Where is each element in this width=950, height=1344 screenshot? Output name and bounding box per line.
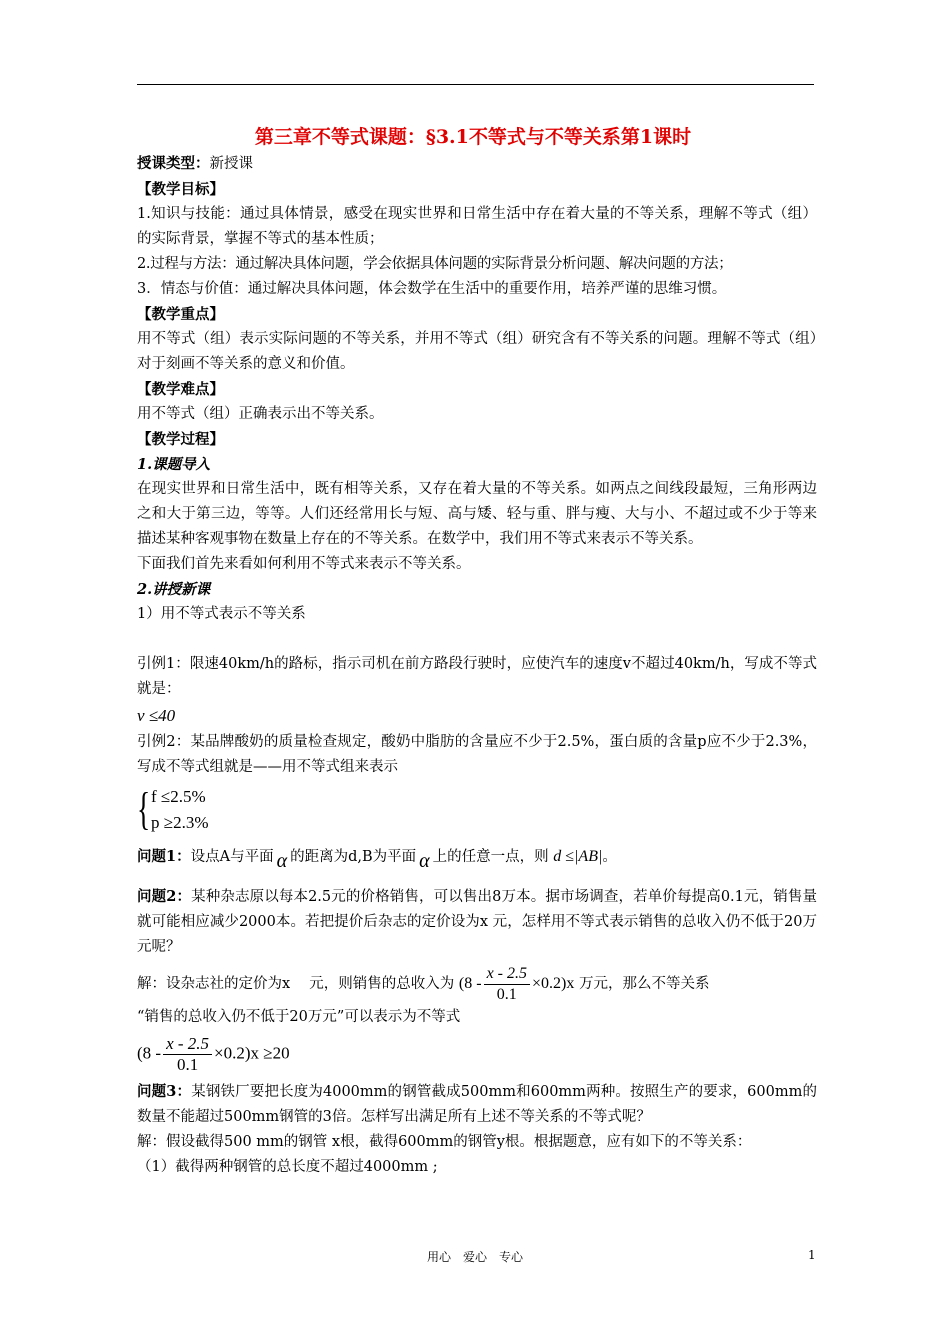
page-number: 1 (808, 1248, 816, 1262)
q2-label: 问题2： (137, 888, 192, 905)
example1-text: 引例1：限速40km/h的路标，指示司机在前方路段行驶时，应使汽车的速度v不超过40km/h，写成不等式就是： (137, 656, 817, 697)
key-heading: 【教学重点】 (137, 306, 224, 323)
expr-prefix: (8 - (458, 975, 482, 993)
question3 (137, 1079, 817, 1130)
expr-suffix: ×0.2)x (532, 975, 575, 993)
inequality-system (137, 784, 817, 836)
goal-item: 2.过程与方法：通过解决具体问题，学会依据具体问题的实际背景分析问题、解决问题的方法； (137, 256, 733, 272)
section1-heading: 1.课题导入 (137, 456, 211, 473)
example1-formula: v ≤40 (137, 706, 176, 725)
header-rule (137, 84, 814, 85)
fraction (484, 964, 530, 1005)
key-text: 用不等式（组）表示实际问题的不等关系，并用不等式（组）研究含有不等关系的问题。理解不等式（组）对于刻画不等关系的意义和价值。 (137, 331, 817, 372)
difficulty-heading: 【教学难点】 (137, 381, 224, 398)
q1-text: 的距离为d,B为平面 (290, 849, 417, 865)
process-heading: 【教学过程】 (137, 431, 224, 448)
fraction-numerator: x - 2.5 (163, 1034, 212, 1055)
example2-text: 引例2：某品牌酸奶的质量检查规定，酸奶中脂肪的含量应不少于2.5%，蛋白质的含量p应不少于2.3%，写成不等式组就是——用不等式组来表示 (137, 734, 817, 775)
q2-solution-text: 万元，那么不等关系 (578, 976, 710, 993)
page-title: 第三章不等式课题：§3.1不等式与不等关系第1课时 (254, 126, 692, 148)
alpha-symbol: α (419, 850, 430, 872)
alpha-symbol: α (276, 850, 288, 872)
fraction-denominator: 0.1 (176, 1055, 199, 1074)
subsection-heading: 1）用不等式表示不等关系 (137, 606, 306, 622)
fraction (163, 1034, 212, 1075)
q2-solution-text2: “销售的总收入仍不低于20万元”可以表示为不等式 (137, 1009, 461, 1025)
q1-label: 问题1： (137, 848, 191, 865)
revenue-inequality (137, 1034, 817, 1075)
question1 (137, 842, 817, 876)
brace-symbol: { (137, 783, 151, 834)
revenue-expression (458, 965, 575, 1003)
lesson-type-label: 授课类型： (137, 155, 210, 172)
lesson-type (137, 151, 817, 177)
q3-text: 某钢铁厂要把长度为4000mm的钢管截成500mm和600mm两种。按照生产的要求，600mm的数量不能超过500mm钢管的3倍。怎样写出满足所有上述不等关系的不等式呢？ (137, 1084, 817, 1125)
inequality-suffix: ×0.2)x ≥20 (214, 1043, 290, 1063)
difficulty-text: 用不等式（组）正确表示出不等关系。 (137, 406, 384, 422)
q1-text: 上的任意一点，则 (432, 849, 549, 865)
q1-text: 设点A与平面 (190, 849, 274, 865)
q2-text: 某种杂志原以每本2.5元的价格销售，可以售出8万本。据市场调查，若单价每提高0.1元，销售量就可能相应减少2000本。若把提价后杂志的定价设为x 元，怎样用不等式表示销售的总收入仍不低于20万元呢？ (137, 889, 818, 955)
goal-item: 3．情态与价值：通过解决具体问题，体会数学在生活中的重要作用，培养严谨的思维习惯。 (137, 281, 727, 297)
q3-label: 问题3： (137, 1083, 192, 1100)
q2-solution (137, 964, 817, 1005)
system-row-2: p ≥2.3% (151, 813, 209, 832)
q1-formula: d ≤|AB| (553, 848, 603, 865)
q3-item1: （1）截得两种钢管的总长度不超过4000mm ; (137, 1159, 438, 1175)
footer-text: 用心 爱心 专心 (426, 1250, 523, 1264)
document-body (137, 123, 817, 1180)
section2-heading: 2.讲授新课 (137, 581, 211, 598)
q2-solution-text: 解：设杂志社的定价为x 元，则销售的总收入为 (137, 976, 455, 993)
system-row-1: f ≤2.5% (151, 787, 206, 806)
q1-end: 。 (602, 849, 617, 865)
section1-text: 在现实世界和日常生活中，既有相等关系，又存在着大量的不等关系。如两点之间线段最短，三角形两边之和大于第三边，等等。人们还经常用长与短、高与矮、轻与重、胖与瘦、大与小、不超过或不少于等来描述某种客观事物在数量上存在的不等关系。在数学中，我们用不等式来表示不等关系。 (137, 481, 817, 547)
section1-text2: 下面我们首先来看如何利用不等式来表示不等关系。 (137, 556, 471, 572)
question2 (137, 884, 817, 960)
fraction-denominator: 0.1 (496, 986, 517, 1003)
lesson-type-value: 新授课 (209, 156, 253, 172)
goal-item: 1.知识与技能：通过具体情景，感受在现实世界和日常生活中存在着大量的不等关系，理解不等式（组）的实际背景，掌握不等式的基本性质； (137, 206, 817, 247)
fraction-numerator: x - 2.5 (484, 964, 530, 985)
expr-prefix: (8 - (137, 1043, 162, 1063)
goals-heading: 【教学目标】 (137, 181, 224, 198)
q3-solution: 解：假设截得500 mm的钢管 x根，截得600mm的钢管y根。根据题意，应有如下的不等关系： (137, 1134, 752, 1150)
